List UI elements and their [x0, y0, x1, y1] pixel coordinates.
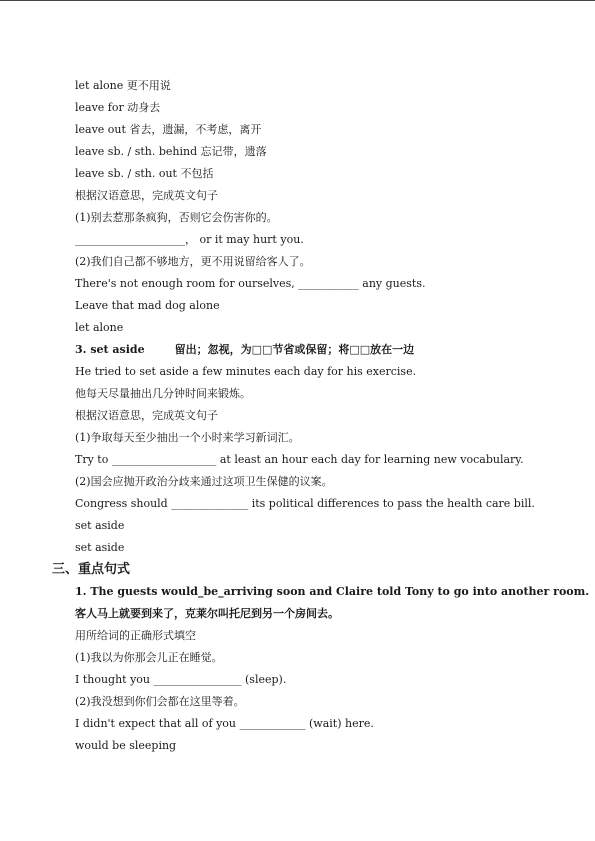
answer-1: set aside [75, 519, 125, 532]
answer-2: set aside [75, 541, 125, 554]
instruction: 根据汉语意思，完成英文句子 [75, 409, 218, 422]
text-line: leave out 省去，遗漏，不考虑，离开 [75, 123, 262, 136]
question-1-cn: (1)我以为你那会儿正在睡觉。 [75, 651, 223, 664]
question-2-cn: (2)我们自己都不够地方，更不用说留给客人了。 [75, 255, 311, 268]
answer-2: let alone [75, 321, 124, 334]
item-3-heading [75, 343, 414, 357]
question-2-en: Congress should ______________ its political differences to pass the health care bill. [75, 497, 535, 510]
item-3-number: 3. set aside [75, 343, 145, 356]
question-1-cn: (1)别去惹那条疯狗，否则它会伤害你的。 [75, 211, 278, 224]
question-1-en: I thought you ________________ (sleep). [75, 673, 287, 686]
question-2-cn: (2)国会应抛开政治分歧来通过这项卫生保健的议案。 [75, 475, 333, 488]
instruction: 根据汉语意思，完成英文句子 [75, 189, 218, 202]
example-en: He tried to set aside a few minutes each day for his exercise. [75, 365, 417, 378]
answer-1: would be sleeping [75, 739, 177, 752]
question-1-cn: (1)争取每天至少抽出一个小时来学习新词汇。 [75, 431, 300, 444]
question-2-cn: (2)我没想到你们会都在这里等着。 [75, 695, 245, 708]
question-1-en: ____________________， or it may hurt you. [75, 233, 304, 246]
item-3-meaning: 留出；忽视，为□□节省或保留；将□□放在一边 [174, 343, 415, 356]
text-line: leave sb. / sth. out 不包括 [75, 167, 214, 180]
question-1-en: Try to ___________________ at least an hour each day for learning new vocabulary. [75, 453, 524, 466]
key-sentence-en: 1. The guests would_be_arriving soon and Claire told Tony to go into another room. [75, 585, 590, 598]
question-2-en: I didn't expect that all of you ____________ (wait) here. [75, 717, 374, 730]
question-2-en: There's not enough room for ourselves, ___________ any guests. [75, 277, 426, 290]
text-line: leave sb. / sth. behind 忘记带，遗落 [75, 145, 267, 158]
text-line: let alone 更不用说 [75, 79, 171, 92]
key-sentence-cn: 客人马上就要到来了，克莱尔叫托尼到另一个房间去。 [75, 607, 339, 620]
top-rule [0, 0, 595, 1]
section-heading: 三、重点句式 [52, 562, 131, 577]
text-line: leave for 动身去 [75, 101, 161, 114]
instruction: 用所给词的正确形式填空 [75, 629, 196, 642]
example-cn: 他每天尽量抽出几分钟时间来锻炼。 [75, 387, 251, 400]
answer-1: Leave that mad dog alone [75, 299, 220, 312]
